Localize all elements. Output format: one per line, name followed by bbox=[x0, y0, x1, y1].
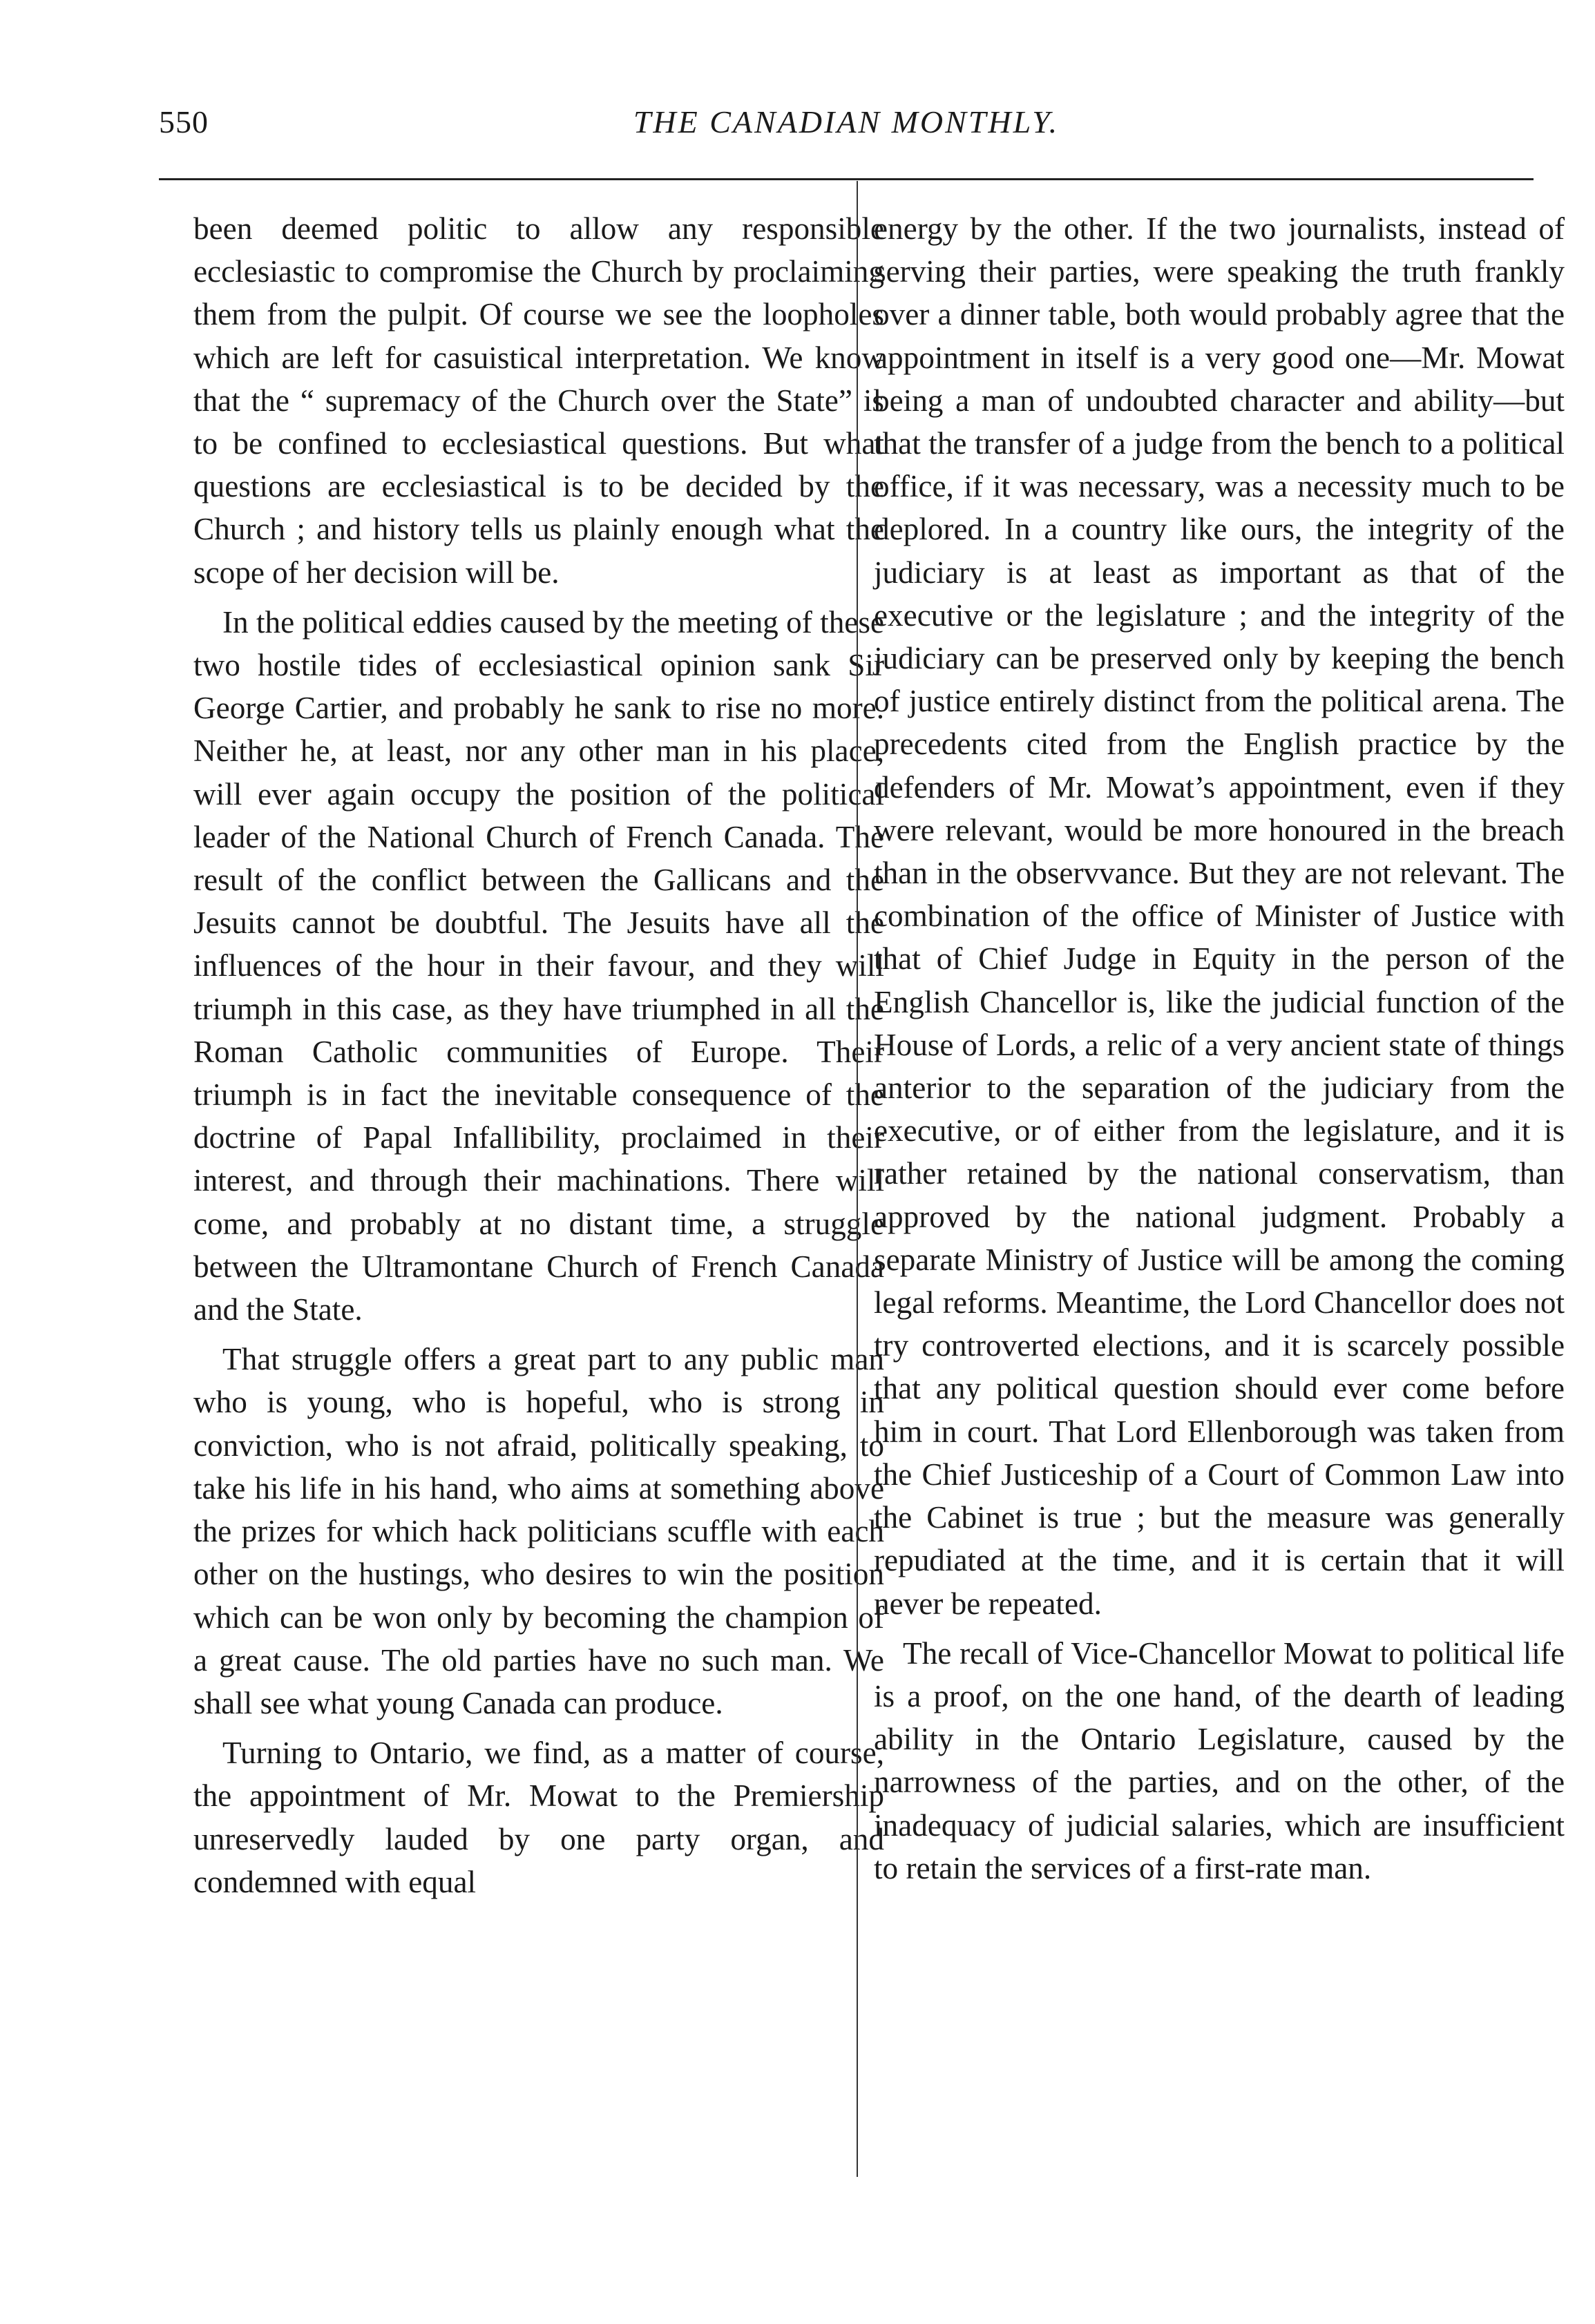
header-rule bbox=[159, 178, 1534, 180]
paragraph: Turning to Ontario, we find, as a matter of course, the appointment of Mr. Mowat to the Premiership unreservedly lauded by one party organ, and condemned with equal bbox=[193, 1736, 884, 1899]
paragraph: In the political eddies caused by the meeting of these two hostile tides of ecclesiastical opinion sank Sir George Cartier, and probably he sank to rise no more. Neither he, at least, nor any other man in his place, will ever again occupy the position of the political leader of the National Church of French Canada. The result of the conflict between the Gallicans and the Jesuits cannot be doubtful. The Jesuits have all the influences of the hour in their favour, and they will triumph in this case, as they have triumphed in all the Roman Catholic communities of Europe. Their triumph is in fact the inevitable consequence of the doctrine of Papal Infallibility, proclaimed in their interest, and through their machinations. There will come, and probably at no distant time, a struggle between the Ultramontane Church of French Canada and the State. bbox=[193, 604, 884, 1327]
left-column bbox=[193, 207, 884, 1910]
page-header bbox=[159, 104, 1534, 159]
paragraph: That struggle offers a great part to any public man who is young, who is hopeful, who is strong in conviction, who is not afraid, politically speaking, to take his life in his hand, who aims at something above the prizes for which hack politicians scuffle with each other on the hustings, who desires to win the position which can be won only by becoming the champion of a great cause. The old parties have no such man. We shall see what young Canada can produce. bbox=[193, 1342, 884, 1720]
paragraph: energy by the other. If the two journalists, instead of serving their parties, were speaking the truth frankly over a dinner table, both would probably agree that the appointment in itself is a very good one—Mr. Mowat being a man of undoubted character and ability—but that the transfer of a judge from the bench to a political office, if it was necessary, was a necessity much to be deplored. In a country like ours, the integrity of the judiciary is at least as important as that of the executive or the legislature ; and the integrity of the judiciary can be preserved only by keeping the bench of justice entirely distinct from the political arena. The precedents cited from the English practice by the defenders of Mr. Mowat’s appointment, even if they were relevant, would be more honoured in the breach than in the observvance. But they are not relevant. The combination of the office of Minister of Justice with that of Chief Judge in Equity in the person of the English Chancellor is, like the judicial function of the House of Lords, a relic of a very ancient state of things anterior to the separation of the judiciary from the executive, or of either from the legislature, and it is rather retained by the national conservatism, than approved by the national judgment. Probably a separate Ministry of Justice will be among the coming legal reforms. Meantime, the Lord Chancellor does not try controverted elections, and it is scarcely possible that any political question should ever come before him in court. That Lord Ellenborough was taken from the Chief Justiceship of a Court of Common Law into the Cabinet is true ; but the measure was generally repudiated at the time, and it is certain that it will never be repeated. bbox=[874, 211, 1565, 1621]
running-title: THE CANADIAN MONTHLY. bbox=[633, 104, 1060, 140]
column-divider bbox=[857, 181, 858, 2177]
paragraph: been deemed politic to allow any responsible ecclesiastic to compromise the Church by proclaiming them from the pulpit. Of course we see the loopholes which are left for casuistical interpretation. We know that the “ supremacy of the Church over the State” is to be confined to ecclesiastical questions. But what questions are ecclesiastical is to be decided by the Church ; and history tells us plainly enough what the scope of her decision will be. bbox=[193, 211, 884, 590]
paragraph: The recall of Vice-Chancellor Mowat to political life is a proof, on the one hand, of the dearth of leading ability in the Ontario Legislature, caused by the narrowness of the parties, and on the other, of the inadequacy of judicial salaries, which are insufficient to retain the services of a first-rate man. bbox=[874, 1635, 1565, 1885]
page-number: 550 bbox=[159, 104, 209, 140]
right-column bbox=[874, 207, 1565, 1896]
